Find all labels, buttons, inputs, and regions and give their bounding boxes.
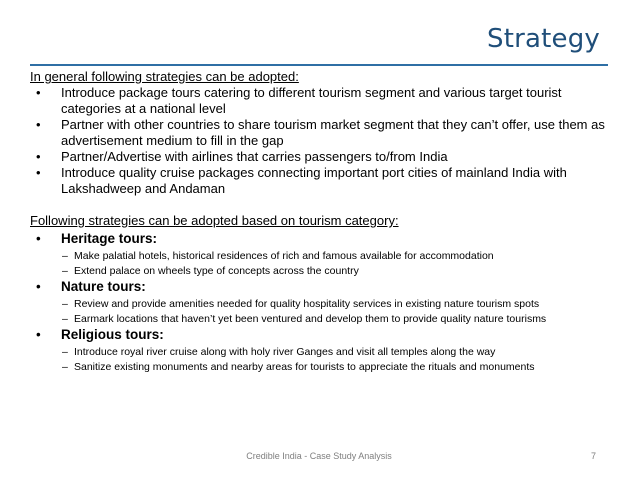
page-number: 7 [591,451,597,461]
slide-title: Strategy [486,24,600,54]
general-bullet-text: Introduce quality cruise packages connecting important port cities of mainland India with Lakshadweep and Andaman [61,165,567,196]
bullet-icon: • [36,149,41,164]
general-heading: In general following strategies can be adopted: [30,69,299,84]
title-rule [30,64,608,66]
sub-item-text: Extend palace on wheels type of concepts across the country [74,265,359,277]
category-name: Nature tours: [61,279,146,294]
bullet-icon: • [36,231,41,246]
general-bullet-text: Introduce package tours catering to different tourism segment and various target tourist categories at a national level [61,85,562,116]
sub-item-text: Make palatial hotels, historical residences of rich and famous available for accommodation [74,250,494,262]
bullet-icon: • [36,117,41,132]
sub-item-text: Earmark locations that haven’t yet been ventured and develop them to provide quality nature tourisms [74,313,547,325]
sub-item [30,250,605,262]
category-nature [30,279,605,295]
sub-item-text: Introduce royal river cruise along with holy river Ganges and visit all temples along the way [74,346,496,358]
category-religious [30,327,605,343]
dash-icon: – [62,346,68,358]
sub-item-text: Review and provide amenities needed for quality hospitality services in existing nature tourism spots [74,298,540,310]
category-name: Religious tours: [61,327,164,342]
general-bullet [30,165,605,197]
sub-item [30,346,605,358]
bullet-icon: • [36,165,41,180]
category-name: Heritage tours: [61,231,158,246]
dash-icon: – [62,313,68,325]
sub-item [30,361,605,373]
dash-icon: – [62,361,68,373]
dash-icon: – [62,265,68,277]
dash-icon: – [62,250,68,262]
category-heading: Following strategies can be adopted based on tourism category: [30,213,399,228]
category-heritage [30,231,605,247]
spacer [30,197,605,213]
sub-item-text: Sanitize existing monuments and nearby areas for tourists to appreciate the rituals and monuments [74,361,535,373]
general-bullet [30,117,605,149]
general-bullet [30,149,605,165]
sub-item [30,265,605,277]
general-bullet-text: Partner/Advertise with airlines that carries passengers to/from India [61,149,448,164]
bullet-icon: • [36,327,41,342]
bullet-icon: • [36,85,41,100]
sub-item [30,298,605,310]
slide-footer: Credible India - Case Study Analysis [246,451,392,461]
bullet-icon: • [36,279,41,294]
general-bullet-text: Partner with other countries to share tourism market segment that they can’t offer, use them as advertisement medium to fill in the gap [61,117,605,148]
slide-content [30,69,605,373]
sub-item [30,313,605,325]
dash-icon: – [62,298,68,310]
general-bullet [30,85,605,117]
